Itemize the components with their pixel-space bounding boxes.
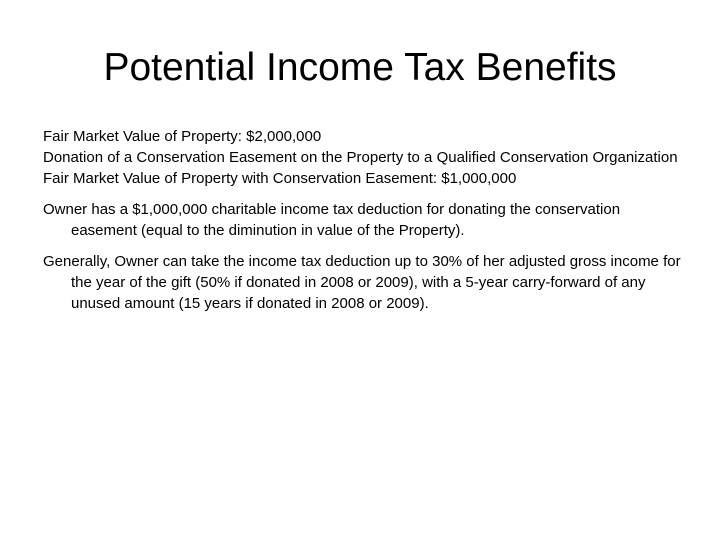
paragraph-deduction-limits: Generally, Owner can take the income tax deduction up to 30% of her adjusted gross income for the year of the gift (50% if donated in 2008 or 2009), with a 5-year carry-forward of any unused amount (15 years if donated in 2008 or 2009).: [43, 253, 681, 312]
paragraph-fair-market-value: Fair Market Value of Property: $2,000,000: [43, 128, 322, 145]
paragraph-charitable-deduction: Owner has a $1,000,000 charitable income tax deduction for donating the conservation easement (equal to the diminution in value of the Property).: [43, 201, 621, 239]
slide-title: Potential Income Tax Benefits: [103, 46, 617, 89]
slide-body: [43, 126, 683, 314]
spacer: [43, 189, 683, 199]
paragraph-value-with-easement: Fair Market Value of Property with Conservation Easement: $1,000,000: [43, 170, 517, 187]
paragraph-donation: Donation of a Conservation Easement on the Property to a Qualified Conservation Organization: [43, 149, 678, 166]
spacer: [43, 241, 683, 251]
